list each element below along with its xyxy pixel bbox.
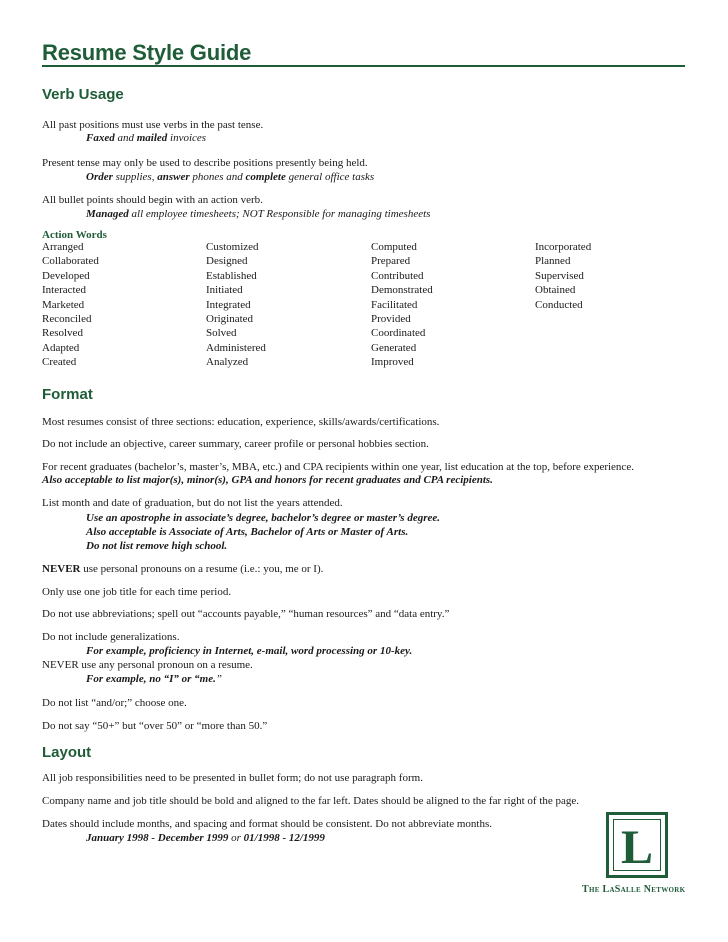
verb-rule-1: All past positions must use verbs in the past tense. xyxy=(42,119,264,131)
list-item: Analyzed xyxy=(206,356,249,369)
format-line-2: Do not include an objective, career summary, career profile or personal hobbies section. xyxy=(42,438,429,450)
format-line-4: List month and date of graduation, but do not list the years attended. xyxy=(42,497,343,509)
format-line-8a: For example, proficiency in Internet, e-mail, word processing or 10-key. xyxy=(86,645,413,657)
format-line-8b: NEVER use any personal pronoun on a resume. xyxy=(42,659,253,671)
list-item: Created xyxy=(42,356,77,369)
verb-example-3: Managed all employee timesheets; NOT Responsible for managing timesheets xyxy=(86,208,431,220)
format-line-9: Do not list “and/or;” choose one. xyxy=(42,697,187,709)
verb-rule-2: Present tense may only be used to describe positions presently being held. xyxy=(42,157,368,169)
list-item: Conducted xyxy=(535,298,583,311)
verb-usage-heading: Verb Usage xyxy=(42,86,124,103)
list-item: Improved xyxy=(371,356,414,369)
page-title: Resume Style Guide xyxy=(42,40,252,65)
layout-line-3: Dates should include months, and spacing and format should be consistent. Do not abbreviate months. xyxy=(42,818,493,830)
list-item: Coordinated xyxy=(371,327,426,340)
action-words-col-2 xyxy=(206,240,266,370)
list-item: Originated xyxy=(206,313,254,326)
list-item: Marketed xyxy=(42,298,85,311)
list-item: Supervised xyxy=(535,269,584,282)
list-item: Adapted xyxy=(42,341,80,354)
list-item: Arranged xyxy=(42,241,84,253)
list-item: Provided xyxy=(371,313,411,326)
layout-line-2: Company name and job title should be bold and aligned to the far left. Dates should be aligned to the far right of the page. xyxy=(42,795,580,807)
format-line-3: For recent graduates (bachelor’s, master’s, MBA, etc.) and CPA recipients within one year, list education at the top, before experience. xyxy=(42,461,634,473)
list-item: Resolved xyxy=(42,327,83,340)
format-line-1: Most resumes consist of three sections: education, experience, skills/awards/certifications. xyxy=(42,416,440,428)
format-line-8: Do not include generalizations. xyxy=(42,631,180,643)
verb-example-1: Faxed and mailed invoices xyxy=(86,132,207,144)
list-item: Prepared xyxy=(371,255,411,268)
list-item: Planned xyxy=(535,255,571,268)
list-item: Generated xyxy=(371,341,417,354)
list-item: Interacted xyxy=(42,284,86,297)
format-line-5: NEVER use personal pronouns on a resume (i.e.: you, me or I). xyxy=(42,563,324,575)
action-words-label: Action Words xyxy=(42,229,107,241)
lasalle-logo xyxy=(606,812,668,878)
list-item: Incorporated xyxy=(535,241,592,253)
list-item: Facilitated xyxy=(371,298,418,311)
list-item: Collaborated xyxy=(42,255,99,268)
list-item: Contributed xyxy=(371,269,424,282)
list-item: Solved xyxy=(206,327,237,340)
list-item: Initiated xyxy=(206,284,243,297)
action-words-col-4 xyxy=(535,240,591,312)
format-line-4b: Also acceptable is Associate of Arts, Bachelor of Arts or Master of Arts. xyxy=(86,526,409,538)
list-item: Computed xyxy=(371,241,417,253)
format-line-4a: Use an apostrophe in associate’s degree, bachelor’s degree or master’s degree. xyxy=(86,512,440,524)
logo-inner-frame xyxy=(613,819,661,874)
list-item: Integrated xyxy=(206,298,251,311)
list-item: Designed xyxy=(206,255,248,268)
format-line-4c: Do not list remove high school. xyxy=(86,540,228,552)
layout-date-example: January 1998 - December 1999 or 01/1998 - 12/1999 xyxy=(86,832,325,844)
logo-company-name: The LaSalle Network xyxy=(582,884,686,895)
list-item: Developed xyxy=(42,269,90,282)
verb-rule-3: All bullet points should begin with an action verb. xyxy=(42,194,263,206)
layout-line-1: All job responsibilities need to be presented in bullet form; do not use paragraph form. xyxy=(42,772,423,784)
format-line-10: Do not say “50+” but “over 50” or “more than 50.” xyxy=(42,720,268,732)
list-item: Obtained xyxy=(535,284,576,297)
layout-heading: Layout xyxy=(42,744,92,761)
action-words-col-1 xyxy=(42,240,99,370)
format-heading: Format xyxy=(42,386,93,403)
list-item: Reconciled xyxy=(42,313,92,326)
title-rule xyxy=(42,65,685,67)
action-words-col-3 xyxy=(371,240,433,370)
format-line-7: Do not use abbreviations; spell out “accounts payable,” “human resources” and “data entry.” xyxy=(42,608,450,620)
logo-letter: L xyxy=(620,821,653,874)
verb-example-2: Order supplies, answer phones and complete general office tasks xyxy=(86,171,375,183)
list-item: Established xyxy=(206,269,257,282)
format-line-8c: For example, no “I” or “me.” xyxy=(86,673,222,685)
list-item: Customized xyxy=(206,241,259,253)
format-line-6: Only use one job title for each time period. xyxy=(42,586,232,598)
list-item: Administered xyxy=(206,341,266,354)
list-item: Demonstrated xyxy=(371,284,433,297)
format-line-3b: Also acceptable to list major(s), minor(s), GPA and honors for recent graduates and CPA recipients. xyxy=(42,474,493,486)
